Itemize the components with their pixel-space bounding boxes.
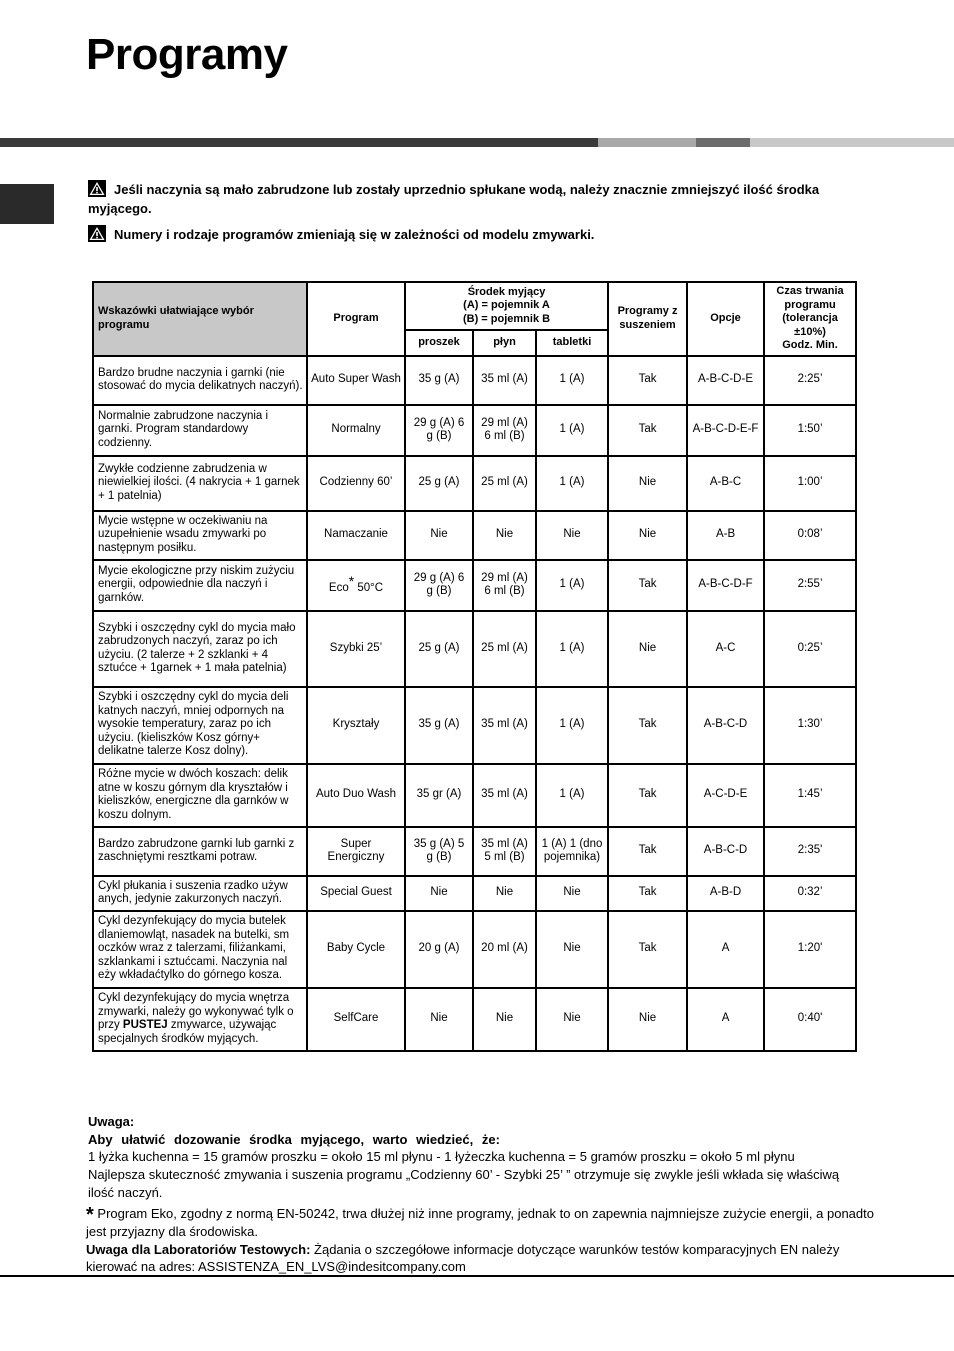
table-row bbox=[93, 827, 856, 876]
header-tablets: tabletki bbox=[536, 330, 608, 355]
powder-cell: Nie bbox=[405, 511, 473, 560]
header-program: Program bbox=[307, 282, 405, 356]
options-cell: A-B-C-D-E-F bbox=[687, 405, 764, 456]
table-row bbox=[93, 405, 856, 456]
duration-cell: 0:40' bbox=[764, 988, 856, 1051]
warning-icon bbox=[88, 225, 106, 242]
powder-cell: 25 g (A) bbox=[405, 456, 473, 511]
options-cell: A-C bbox=[687, 611, 764, 687]
table-row bbox=[93, 511, 856, 560]
powder-cell: 35 g (A) bbox=[405, 356, 473, 405]
drying-cell: Tak bbox=[608, 764, 687, 827]
drying-cell: Tak bbox=[608, 405, 687, 456]
hint-cell: Bardzo brudne naczynia i garnki (nie stosować do mycia delikatnych naczyń). bbox=[93, 356, 307, 405]
program-cell: Auto Super Wash bbox=[307, 356, 405, 405]
liquid-cell: 35 ml (A) bbox=[473, 687, 536, 764]
programs-table bbox=[92, 281, 857, 1052]
lab-label: Uwaga dla Laboratoriów Testowych: bbox=[86, 1242, 311, 1257]
bottom-rule bbox=[0, 1275, 954, 1277]
footnote-lab-address: kierować na adres: ASSISTENZA_EN_LVS@indesitcompany.com bbox=[86, 1259, 466, 1274]
duration-cell: 2:25’ bbox=[764, 356, 856, 405]
hint-cell: Cykl dezynfekujący do mycia butelek dlaniemowląt, nasadek na butelki, sm oczków wraz z talerzami, filiżankami, szklankami i sztućcami. Naczynia nal eży wkładaćtylko do górnego kosza. bbox=[93, 911, 307, 988]
hint-cell: Szybki i oszczędny cykl do mycia deli katnych naczyń, mniej odpornych na wysokie temperatury, zaraz po ich użyciu. (kieliszków Kosz górny+ delikatne talerze Kosz dolny). bbox=[93, 687, 307, 764]
drying-cell: Nie bbox=[608, 456, 687, 511]
footnote-lab bbox=[86, 1241, 839, 1259]
drying-cell: Tak bbox=[608, 876, 687, 911]
tablets-cell: 1 (A) bbox=[536, 764, 608, 827]
header-detergent-title: Środek myjący bbox=[467, 285, 546, 298]
duration-cell: 1:45’ bbox=[764, 764, 856, 827]
liquid-cell: 35 ml (A) 5 ml (B) bbox=[473, 827, 536, 876]
header-detergent bbox=[405, 282, 608, 330]
program-cell: Szybki 25’ bbox=[307, 611, 405, 687]
footnote-measure: 1 łyżka kuchenna = 15 gramów proszku = około 15 ml płynu - 1 łyżeczka kuchenna = 5 gramów proszku = około 5 ml płynu bbox=[88, 1149, 795, 1164]
hint-cell bbox=[93, 988, 307, 1051]
page-title: Programy bbox=[86, 30, 288, 79]
tablets-cell: 1 (A) bbox=[536, 456, 608, 511]
header-options: Opcje bbox=[687, 282, 764, 356]
options-cell: A bbox=[687, 911, 764, 988]
hint-cell: Mycie wstępne w oczekiwaniu na uzupełnienie wsadu zmywarki po następnym posiłku. bbox=[93, 511, 307, 560]
hint-text: zmywarce, używając specjalnych środków myjących. bbox=[98, 1019, 277, 1045]
liquid-cell: Nie bbox=[473, 876, 536, 911]
liquid-cell: 29 ml (A) 6 ml (B) bbox=[473, 405, 536, 456]
table-row bbox=[93, 687, 856, 764]
hint-text: Cykl dezynfekujący do mycia wnętrza zmywarki, należy go wykonywać tylk o przy bbox=[98, 992, 294, 1031]
eco-footnote-text: Program Eko, zgodny z normą EN-50242, trwa dłużej niż inne programy, jednak to on zapewnia najmniejsze zużycie energii, a ponadto bbox=[93, 1206, 874, 1221]
duration-cell: 1:30’ bbox=[764, 687, 856, 764]
table-row bbox=[93, 611, 856, 687]
warning-icon bbox=[88, 180, 106, 197]
options-cell: A-B-C-D bbox=[687, 827, 764, 876]
powder-cell: 29 g (A) 6 g (B) bbox=[405, 405, 473, 456]
hint-cell: Mycie ekologiczne przy niskim zużyciu energii, odpowiednie dla naczyń i garnków. bbox=[93, 560, 307, 611]
hint-emphasis: PUSTEJ bbox=[122, 1019, 168, 1031]
options-cell: A-B-C-D-F bbox=[687, 560, 764, 611]
header-bar-segment bbox=[598, 138, 696, 147]
program-cell: Super Energiczny bbox=[307, 827, 405, 876]
options-cell: A-B-D bbox=[687, 876, 764, 911]
program-cell: Kryształy bbox=[307, 687, 405, 764]
powder-cell: Nie bbox=[405, 988, 473, 1051]
options-cell: A-B-C-D-E bbox=[687, 356, 764, 405]
table-row bbox=[93, 911, 856, 988]
program-cell: Namaczanie bbox=[307, 511, 405, 560]
tablets-cell: 1 (A) bbox=[536, 687, 608, 764]
section-tab bbox=[0, 184, 54, 224]
drying-cell: Tak bbox=[608, 356, 687, 405]
duration-cell: 0:08’ bbox=[764, 511, 856, 560]
drying-cell: Tak bbox=[608, 827, 687, 876]
lab-text: Żądania o szczegółowe informacje dotyczące warunków testów komparacyjnych EN należy bbox=[310, 1242, 840, 1257]
tablets-cell: 1 (A) 1 (dno pojemnika) bbox=[536, 827, 608, 876]
powder-cell: 35 gr (A) bbox=[405, 764, 473, 827]
header-powder: proszek bbox=[405, 330, 473, 355]
header-detergent-a: (A) = pojemnik A bbox=[463, 299, 550, 312]
program-cell: Baby Cycle bbox=[307, 911, 405, 988]
footnote-dosing-heading: Aby ułatwić dozowanie środka myjącego, warto wiedzieć, że: bbox=[88, 1132, 500, 1147]
table-row bbox=[93, 356, 856, 405]
header-duration-title: Czas trwania programu bbox=[776, 285, 844, 311]
footnote-uwaga: Uwaga: bbox=[88, 1114, 135, 1129]
liquid-cell: Nie bbox=[473, 988, 536, 1051]
options-cell: A-B bbox=[687, 511, 764, 560]
powder-cell: 35 g (A) 5 g (B) bbox=[405, 827, 473, 876]
duration-cell: 1:20' bbox=[764, 911, 856, 988]
tablets-cell: 1 (A) bbox=[536, 560, 608, 611]
program-cell: Codzienny 60’ bbox=[307, 456, 405, 511]
header-detergent-b: (B) = pojemnik B bbox=[462, 312, 551, 325]
liquid-cell: 25 ml (A) bbox=[473, 611, 536, 687]
duration-cell: 0:25’ bbox=[764, 611, 856, 687]
duration-cell: 2:35' bbox=[764, 827, 856, 876]
program-temperature: 50°C bbox=[354, 581, 384, 594]
liquid-cell: 35 ml (A) bbox=[473, 764, 536, 827]
options-cell: A-B-C-D bbox=[687, 687, 764, 764]
header-bar-segment bbox=[750, 138, 954, 147]
hint-cell: Cykl płukania i suszenia rzadko używ anych, jedynie zakurzonych naczyń. bbox=[93, 876, 307, 911]
duration-cell: 1:00’ bbox=[764, 456, 856, 511]
footnote-eco bbox=[86, 1205, 874, 1224]
tablets-cell: Nie bbox=[536, 988, 608, 1051]
program-name: Eco bbox=[328, 581, 349, 594]
drying-cell: Nie bbox=[608, 988, 687, 1051]
tablets-cell: 1 (A) bbox=[536, 405, 608, 456]
drying-cell: Nie bbox=[608, 511, 687, 560]
table-row bbox=[93, 876, 856, 911]
program-cell: Auto Duo Wash bbox=[307, 764, 405, 827]
table-row bbox=[93, 764, 856, 827]
header-duration-tolerance: (tolerancja ±10%) bbox=[782, 312, 838, 338]
duration-cell: 0:32’ bbox=[764, 876, 856, 911]
footnote-best: Najlepsza skuteczność zmywania i suszenia programu „Codzienny 60’ - Szybki 25’ ” otrzymuje się zwykle jeśli wkłada się właściwą bbox=[88, 1167, 840, 1182]
warning-note bbox=[88, 180, 884, 218]
header-bar-segment bbox=[0, 138, 598, 147]
header-hint: Wskazówki ułatwiające wybór programu bbox=[93, 282, 307, 356]
powder-cell: 35 g (A) bbox=[405, 687, 473, 764]
eco-asterisk: * bbox=[348, 572, 355, 589]
header-duration bbox=[764, 282, 856, 356]
duration-cell: 1:50’ bbox=[764, 405, 856, 456]
header-drying: Programy z suszeniem bbox=[608, 282, 687, 356]
liquid-cell: 29 ml (A) 6 ml (B) bbox=[473, 560, 536, 611]
options-cell: A-C-D-E bbox=[687, 764, 764, 827]
program-cell bbox=[307, 560, 405, 611]
drying-cell: Tak bbox=[608, 687, 687, 764]
tablets-cell: 1 (A) bbox=[536, 611, 608, 687]
footnote-best-cont: ilość naczyń. bbox=[88, 1185, 163, 1200]
liquid-cell: 35 ml (A) bbox=[473, 356, 536, 405]
hint-cell: Bardzo zabrudzone garnki lub garnki z zaschniętymi resztkami potraw. bbox=[93, 827, 307, 876]
program-cell: SelfCare bbox=[307, 988, 405, 1051]
powder-cell: 20 g (A) bbox=[405, 911, 473, 988]
liquid-cell: Nie bbox=[473, 511, 536, 560]
table-row bbox=[93, 456, 856, 511]
header-bar-segment bbox=[696, 138, 750, 147]
tablets-cell: Nie bbox=[536, 911, 608, 988]
powder-cell: 25 g (A) bbox=[405, 611, 473, 687]
options-cell: A bbox=[687, 988, 764, 1051]
table-row bbox=[93, 988, 856, 1051]
tablets-cell: Nie bbox=[536, 511, 608, 560]
footnote-eco-cont: jest przyjazny dla środowiska. bbox=[86, 1224, 258, 1239]
drying-cell: Tak bbox=[608, 911, 687, 988]
duration-cell: 2:55’ bbox=[764, 560, 856, 611]
eco-footnote-asterisk: * bbox=[86, 1204, 94, 1226]
drying-cell: Tak bbox=[608, 560, 687, 611]
program-cell: Special Guest bbox=[307, 876, 405, 911]
drying-cell: Nie bbox=[608, 611, 687, 687]
header-liquid: płyn bbox=[473, 330, 536, 355]
warning-note-text: Numery i rodzaje programów zmieniają się w zależności od modelu zmywarki. bbox=[114, 227, 595, 242]
header-duration-unit: Godz. Min. bbox=[782, 339, 838, 351]
liquid-cell: 20 ml (A) bbox=[473, 911, 536, 988]
powder-cell: 29 g (A) 6 g (B) bbox=[405, 560, 473, 611]
program-cell: Normalny bbox=[307, 405, 405, 456]
warning-note-text: Jeśli naczynia są mało zabrudzone lub zostały uprzednio spłukane wodą, należy znacznie zmniejszyć ilość środka myjącego. bbox=[88, 182, 820, 216]
hint-cell: Normalnie zabrudzone naczynia i garnki. Program standardowy codzienny. bbox=[93, 405, 307, 456]
powder-cell: Nie bbox=[405, 876, 473, 911]
hint-cell: Szybki i oszczędny cykl do mycia mało zabrudzonych naczyń, zaraz po ich użyciu. (2 talerze + 2 szklanki + 4 sztućce + 1garnek + 1 mała patelnia) bbox=[93, 611, 307, 687]
liquid-cell: 25 ml (A) bbox=[473, 456, 536, 511]
options-cell: A-B-C bbox=[687, 456, 764, 511]
table-row bbox=[93, 560, 856, 611]
warning-note bbox=[88, 225, 884, 244]
tablets-cell: 1 (A) bbox=[536, 356, 608, 405]
tablets-cell: Nie bbox=[536, 876, 608, 911]
hint-cell: Zwykłe codzienne zabrudzenia w niewielkiej ilości. (4 nakrycia + 1 garnek + 1 patelnia) bbox=[93, 456, 307, 511]
hint-cell: Różne mycie w dwóch koszach: delik atne w koszu górnym dla kryształów i kieliszków, energiczne dla garnków w koszu dolnym. bbox=[93, 764, 307, 827]
